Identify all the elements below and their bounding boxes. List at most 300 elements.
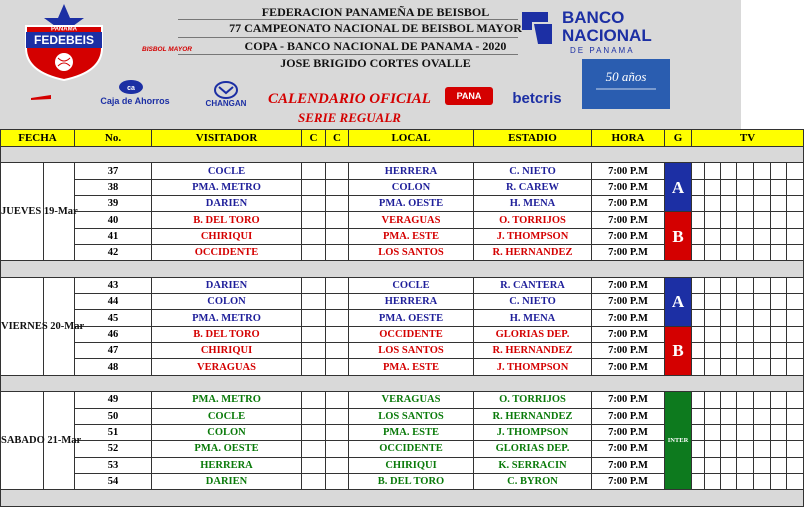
- tv-slot: [705, 245, 721, 261]
- tv-slot: [737, 457, 754, 473]
- visitor-team: PMA. METRO: [152, 392, 302, 408]
- tv-slot: [692, 343, 705, 359]
- tv-slot: [771, 163, 787, 179]
- stadium: K. SERRACIN: [474, 457, 592, 473]
- local-runs: [326, 343, 349, 359]
- visitor-team: COCLE: [152, 408, 302, 424]
- stadium: GLORIAS DEP.: [474, 326, 592, 342]
- game-time: 7:00 P.M: [592, 457, 665, 473]
- caja-de-ahorros-logo: [87, 78, 183, 108]
- game-number: 38: [75, 179, 152, 195]
- tv-slot: [692, 408, 705, 424]
- changan-logo-text: CHANGAN: [205, 99, 247, 108]
- tv-slot: [692, 212, 705, 228]
- tv-slot: [721, 359, 737, 375]
- local-team: LOS SANTOS: [349, 408, 474, 424]
- local-runs: [326, 392, 349, 408]
- tv-slot: [754, 457, 771, 473]
- separator-cell: [1, 375, 804, 391]
- visitor-team: PMA. METRO: [152, 310, 302, 326]
- tv-slot: [692, 310, 705, 326]
- day-separator: [1, 147, 804, 163]
- tv-slot: [737, 408, 754, 424]
- tv-slot: [771, 457, 787, 473]
- local-team: PMA. ESTE: [349, 228, 474, 244]
- visitor-runs: [302, 196, 326, 212]
- visitor-team: B. DEL TORO: [152, 212, 302, 228]
- visitor-team: COLON: [152, 294, 302, 310]
- game-number: 53: [75, 457, 152, 473]
- table-row: [1, 326, 804, 342]
- tv-slot: [771, 408, 787, 424]
- stadium: C. BYRON: [474, 473, 592, 489]
- tv-slot: [721, 441, 737, 457]
- visitor-team: COCLE: [152, 163, 302, 179]
- tv-slot: [692, 277, 705, 293]
- tv-slot: [705, 277, 721, 293]
- tv-slot: [771, 294, 787, 310]
- header-fecha: FECHA: [1, 130, 75, 147]
- championship-title: 77 CAMPEONATO NACIONAL DE BEISBOL MAYOR: [229, 21, 522, 35]
- visitor-team: HERRERA: [152, 457, 302, 473]
- local-team: VERAGUAS: [349, 212, 474, 228]
- game-number: 42: [75, 245, 152, 261]
- tv-slot: [721, 245, 737, 261]
- tv-slot: [737, 179, 754, 195]
- visitor-runs: [302, 441, 326, 457]
- tv-slot: [754, 245, 771, 261]
- tv-slot: [787, 473, 804, 489]
- tv-slot: [737, 326, 754, 342]
- tv-slot: [692, 196, 705, 212]
- header-rule: [178, 37, 518, 38]
- tv-slot: [771, 424, 787, 440]
- tv-slot: [787, 441, 804, 457]
- local-runs: [326, 245, 349, 261]
- tv-slot: [737, 343, 754, 359]
- header-tv: TV: [692, 130, 804, 147]
- header-estadio: ESTADIO: [474, 130, 592, 147]
- tv-slot: [705, 228, 721, 244]
- local-runs: [326, 359, 349, 375]
- banco-nacional-logo: [518, 4, 678, 56]
- game-number: 52: [75, 441, 152, 457]
- local-runs: [326, 326, 349, 342]
- visitor-runs: [302, 212, 326, 228]
- tv-slot: [787, 179, 804, 195]
- bnp-logo-line2: NACIONAL: [562, 26, 652, 45]
- game-number: 37: [75, 163, 152, 179]
- local-team: CHIRIQUI: [349, 457, 474, 473]
- tv-slot: [787, 310, 804, 326]
- local-team: PMA. ESTE: [349, 424, 474, 440]
- local-runs: [326, 457, 349, 473]
- tv-slot: [787, 277, 804, 293]
- tv-slot: [705, 457, 721, 473]
- tv-slot: [692, 294, 705, 310]
- day-separator: [1, 490, 804, 506]
- tv-slot: [771, 196, 787, 212]
- group-badge: A: [665, 277, 692, 326]
- series-title: SERIE REGUALR: [298, 110, 401, 125]
- tv-slot: [737, 212, 754, 228]
- tv-slot: [705, 441, 721, 457]
- visitor-team: DARIEN: [152, 277, 302, 293]
- tv-slot: [705, 196, 721, 212]
- tv-slot: [737, 441, 754, 457]
- tv-slot: [787, 408, 804, 424]
- visitor-runs: [302, 424, 326, 440]
- visitor-team: DARIEN: [152, 196, 302, 212]
- tv-slot: [787, 392, 804, 408]
- game-time: 7:00 P.M: [592, 196, 665, 212]
- tv-slot: [705, 473, 721, 489]
- tv-slot: [721, 424, 737, 440]
- table-row: [1, 163, 804, 179]
- tv-slot: [721, 163, 737, 179]
- local-team: PMA. ESTE: [349, 359, 474, 375]
- tv-slot: [721, 473, 737, 489]
- tv-slot: [737, 196, 754, 212]
- tv-slot: [754, 277, 771, 293]
- stadium: H. MENA: [474, 196, 592, 212]
- tv-slot: [692, 326, 705, 342]
- game-number: 49: [75, 392, 152, 408]
- tv-slot: [754, 359, 771, 375]
- tv-slot: [754, 392, 771, 408]
- game-time: 7:00 P.M: [592, 408, 665, 424]
- group-badge: B: [665, 326, 692, 375]
- tv-slot: [692, 457, 705, 473]
- visitor-runs: [302, 343, 326, 359]
- tv-slot: [721, 277, 737, 293]
- tv-slot: [737, 228, 754, 244]
- tv-slot: [705, 212, 721, 228]
- tv-slot: [705, 424, 721, 440]
- visitor-runs: [302, 277, 326, 293]
- stadium: R. HERNANDEZ: [474, 343, 592, 359]
- stadium: R. CANTERA: [474, 277, 592, 293]
- tv-slot: [721, 212, 737, 228]
- visitor-runs: [302, 294, 326, 310]
- local-team: LOS SANTOS: [349, 343, 474, 359]
- stadium: O. TORRIJOS: [474, 212, 592, 228]
- header-g: G: [665, 130, 692, 147]
- tv-slot: [705, 408, 721, 424]
- visitor-runs: [302, 179, 326, 195]
- local-team: LOS SANTOS: [349, 245, 474, 261]
- pana-logo: [444, 86, 494, 106]
- bnp-logo-line3: DE PANAMA: [570, 46, 635, 55]
- tv-slot: [754, 163, 771, 179]
- tv-slot: [705, 163, 721, 179]
- tv-slot: [771, 343, 787, 359]
- tv-slot: [787, 163, 804, 179]
- visitor-runs: [302, 310, 326, 326]
- visitor-runs: [302, 457, 326, 473]
- tv-slot: [754, 228, 771, 244]
- game-number: 40: [75, 212, 152, 228]
- tv-slot: [692, 359, 705, 375]
- stadium: C. NIETO: [474, 294, 592, 310]
- tv-slot: [787, 245, 804, 261]
- local-runs: [326, 424, 349, 440]
- day-separator: [1, 261, 804, 277]
- visitor-runs: [302, 359, 326, 375]
- tv-slot: [771, 245, 787, 261]
- tv-slot: [754, 294, 771, 310]
- local-runs: [326, 473, 349, 489]
- tv-slot: [771, 228, 787, 244]
- stadium: C. NIETO: [474, 163, 592, 179]
- tv-slot: [705, 179, 721, 195]
- tv-slot: [787, 326, 804, 342]
- stadium: R. CAREW: [474, 179, 592, 195]
- changan-logo: [190, 80, 262, 108]
- caja-logo-text: Caja de Ahorros: [100, 96, 170, 106]
- visitor-team: PMA. METRO: [152, 179, 302, 195]
- tv-slot: [787, 228, 804, 244]
- tv-slot: [754, 424, 771, 440]
- visitor-runs: [302, 163, 326, 179]
- tv-slot: [692, 424, 705, 440]
- local-runs: [326, 441, 349, 457]
- game-number: 44: [75, 294, 152, 310]
- game-time: 7:00 P.M: [592, 212, 665, 228]
- visitor-runs: [302, 392, 326, 408]
- game-number: 48: [75, 359, 152, 375]
- fifty-years-logo-text: 50 años: [605, 69, 647, 84]
- tv-slot: [771, 179, 787, 195]
- local-runs: [326, 310, 349, 326]
- group-badge: INTER: [665, 392, 692, 490]
- tv-slot: [737, 310, 754, 326]
- game-time: 7:00 P.M: [592, 441, 665, 457]
- tv-slot: [754, 441, 771, 457]
- game-number: 39: [75, 196, 152, 212]
- tv-slot: [705, 343, 721, 359]
- tv-slot: [754, 310, 771, 326]
- tv-slot: [692, 473, 705, 489]
- tv-slot: [692, 228, 705, 244]
- fifty-years-logo: [582, 59, 670, 109]
- visitor-team: OCCIDENTE: [152, 245, 302, 261]
- local-runs: [326, 163, 349, 179]
- local-runs: [326, 277, 349, 293]
- local-team: HERRERA: [349, 163, 474, 179]
- tv-slot: [737, 473, 754, 489]
- stadium: J. THOMPSON: [474, 424, 592, 440]
- game-time: 7:00 P.M: [592, 310, 665, 326]
- table-row: [1, 277, 804, 293]
- tv-slot: [721, 310, 737, 326]
- table-row: [1, 392, 804, 408]
- visitor-runs: [302, 473, 326, 489]
- tv-slot: [737, 359, 754, 375]
- stadium: R. HERNANDEZ: [474, 408, 592, 424]
- table-header-row: [1, 130, 804, 147]
- local-team: PMA. OESTE: [349, 310, 474, 326]
- header-no: No.: [75, 130, 152, 147]
- tv-slot: [737, 392, 754, 408]
- tv-slot: [692, 441, 705, 457]
- game-number: 41: [75, 228, 152, 244]
- game-time: 7:00 P.M: [592, 228, 665, 244]
- bnp-logo-line1: BANCO: [562, 8, 625, 27]
- visitor-team: VERAGUAS: [152, 359, 302, 375]
- header-rule: [178, 19, 518, 20]
- tv-slot: [705, 359, 721, 375]
- game-number: 54: [75, 473, 152, 489]
- tv-slot: [771, 212, 787, 228]
- tv-slot: [787, 196, 804, 212]
- stadium: J. THOMPSON: [474, 228, 592, 244]
- visitor-team: DARIEN: [152, 473, 302, 489]
- local-team: PMA. OESTE: [349, 196, 474, 212]
- tv-slot: [787, 212, 804, 228]
- tv-slot: [754, 212, 771, 228]
- local-runs: [326, 228, 349, 244]
- game-number: 46: [75, 326, 152, 342]
- stadium: J. THOMPSON: [474, 359, 592, 375]
- local-runs: [326, 212, 349, 228]
- tv-slot: [692, 392, 705, 408]
- tv-slot: [705, 310, 721, 326]
- game-number: 45: [75, 310, 152, 326]
- tv-slot: [692, 245, 705, 261]
- fedebeis-logo: [18, 2, 110, 82]
- tv-slot: [787, 424, 804, 440]
- local-runs: [326, 179, 349, 195]
- dedication-title: JOSE BRIGIDO CORTES OVALLE: [280, 56, 471, 70]
- game-number: 47: [75, 343, 152, 359]
- federation-title: FEDERACION PANAMEÑA DE BEISBOL: [261, 5, 490, 19]
- tv-slot: [771, 441, 787, 457]
- header-local: LOCAL: [349, 130, 474, 147]
- tv-slot: [754, 473, 771, 489]
- game-time: 7:00 P.M: [592, 359, 665, 375]
- local-team: OCCIDENTE: [349, 441, 474, 457]
- visitor-team: COLON: [152, 424, 302, 440]
- local-team: B. DEL TORO: [349, 473, 474, 489]
- visitor-team: PMA. OESTE: [152, 441, 302, 457]
- visitor-runs: [302, 326, 326, 342]
- local-team: OCCIDENTE: [349, 326, 474, 342]
- tv-slot: [787, 294, 804, 310]
- betcris-logo-text: betcris: [512, 90, 562, 107]
- stadium: O. TORRIJOS: [474, 392, 592, 408]
- tv-slot: [754, 408, 771, 424]
- fedebeis-logo-top: PANAMA: [51, 26, 77, 33]
- tv-slot: [721, 326, 737, 342]
- tv-slot: [771, 392, 787, 408]
- tv-slot: [787, 343, 804, 359]
- date-cell: VIERNES 20-Mar: [1, 277, 44, 375]
- tv-slot: [771, 359, 787, 375]
- separator-cell: [1, 147, 804, 163]
- group-badge: A: [665, 163, 692, 212]
- group-badge: B: [665, 212, 692, 261]
- tv-slot: [721, 408, 737, 424]
- header-rule: [178, 54, 518, 55]
- header-hora: HORA: [592, 130, 665, 147]
- stadium: R. HERNANDEZ: [474, 245, 592, 261]
- date-cell: SABADO 21-Mar: [1, 392, 44, 490]
- tv-slot: [721, 343, 737, 359]
- tv-slot: [692, 179, 705, 195]
- game-time: 7:00 P.M: [592, 473, 665, 489]
- local-team: COCLE: [349, 277, 474, 293]
- game-time: 7:00 P.M: [592, 343, 665, 359]
- tv-slot: [771, 277, 787, 293]
- bisbol-mayor-logo-text: BISBOL MAYOR: [142, 46, 192, 53]
- calendar-header: [0, 0, 741, 129]
- tv-slot: [787, 457, 804, 473]
- tv-slot: [705, 326, 721, 342]
- local-team: HERRERA: [349, 294, 474, 310]
- tv-slot: [754, 179, 771, 195]
- separator-cell: [1, 261, 804, 277]
- bisbol-mayor-logo: [143, 40, 191, 56]
- tv-slot: [737, 277, 754, 293]
- fedebeis-logo-text: FEDEBEIS: [33, 33, 95, 47]
- tv-slot: [737, 294, 754, 310]
- visitor-team: CHIRIQUI: [152, 228, 302, 244]
- calendar-title: CALENDARIO OFICIAL: [268, 91, 431, 107]
- visitor-runs: [302, 245, 326, 261]
- local-team: COLON: [349, 179, 474, 195]
- tv-slot: [692, 163, 705, 179]
- stadium: GLORIAS DEP.: [474, 441, 592, 457]
- tv-slot: [771, 310, 787, 326]
- game-number: 43: [75, 277, 152, 293]
- visitor-runs: [302, 408, 326, 424]
- table-row: [1, 212, 804, 228]
- tv-slot: [754, 196, 771, 212]
- game-time: 7:00 P.M: [592, 163, 665, 179]
- tv-slot: [721, 392, 737, 408]
- tv-slot: [737, 163, 754, 179]
- stadium: H. MENA: [474, 310, 592, 326]
- tv-slot: [754, 326, 771, 342]
- tv-slot: [754, 343, 771, 359]
- visitor-runs: [302, 228, 326, 244]
- game-number: 50: [75, 408, 152, 424]
- header-visitador: VISITADOR: [152, 130, 302, 147]
- tv-slot: [737, 424, 754, 440]
- tv-slot: [721, 228, 737, 244]
- tv-slot: [705, 392, 721, 408]
- tv-slot: [787, 359, 804, 375]
- header-c1: C: [302, 130, 326, 147]
- pana-logo-text: PANA: [456, 91, 482, 101]
- local-runs: [326, 294, 349, 310]
- tv-slot: [721, 179, 737, 195]
- tv-slot: [737, 245, 754, 261]
- cup-title: COPA - BANCO NACIONAL DE PANAMA - 2020: [244, 39, 507, 53]
- date-cell: JUEVES 19-Mar: [1, 163, 44, 261]
- tv-slot: [705, 294, 721, 310]
- schedule-table: [0, 129, 804, 507]
- tv-slot: [771, 473, 787, 489]
- header-c2: C: [326, 130, 349, 147]
- local-team: VERAGUAS: [349, 392, 474, 408]
- betcris-logo: [505, 88, 569, 108]
- game-time: 7:00 P.M: [592, 179, 665, 195]
- sponsor-small-logo: [30, 92, 52, 102]
- tv-slot: [721, 457, 737, 473]
- day-separator: [1, 375, 804, 391]
